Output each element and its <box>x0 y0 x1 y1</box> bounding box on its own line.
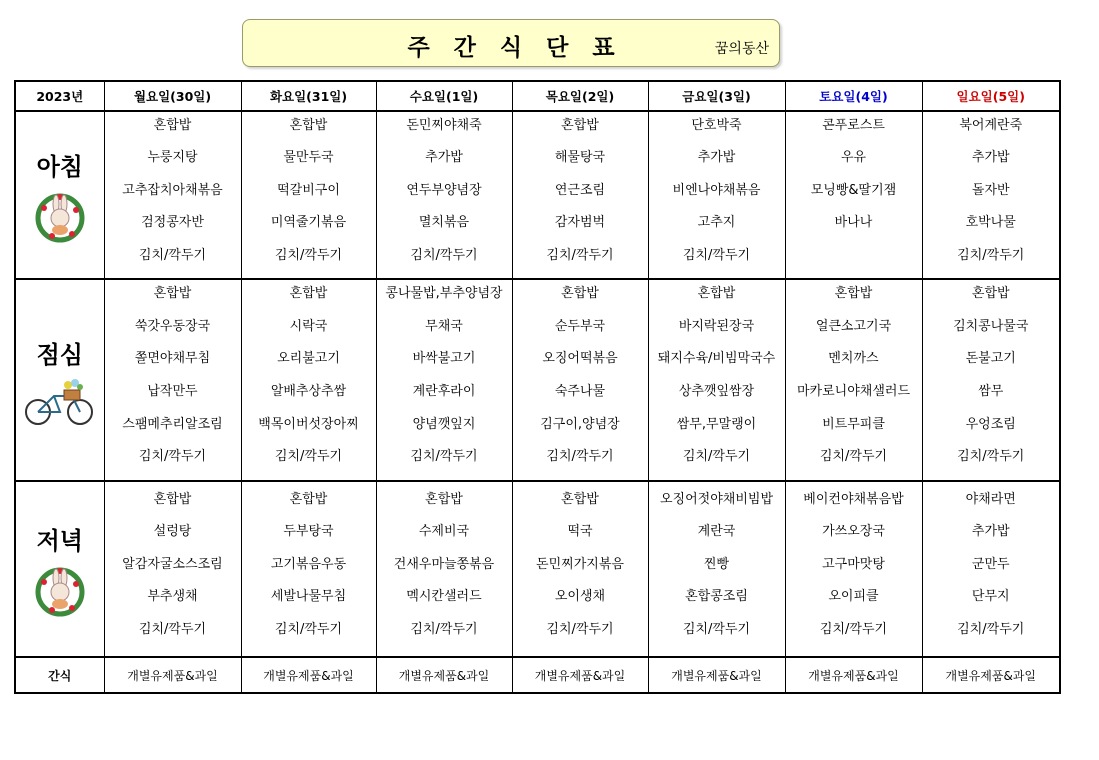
menu-item: 쌈무,무말랭이 <box>676 416 757 432</box>
menu-item: 혼합밥 <box>561 117 599 133</box>
facility-name: 꿈의동산 <box>714 41 769 57</box>
menu-item: 혼합밥 <box>153 286 192 302</box>
dinner-sun <box>922 481 1060 657</box>
year-header: 2023년 <box>15 81 104 111</box>
menu-item: 검정콩자반 <box>141 215 204 231</box>
menu-item: 김치/깍두기 <box>138 247 207 263</box>
menu-item: 쑥갓우동장국 <box>134 318 211 334</box>
menu-item: 가쓰오장국 <box>822 524 885 540</box>
menu-item: 돈불고기 <box>965 351 1016 367</box>
menu-item: 김치/깍두기 <box>682 247 751 263</box>
menu-item: 누룽지탕 <box>147 150 198 166</box>
menu-item: 김치/깍두기 <box>410 247 478 263</box>
menu-item: 멸치볶음 <box>418 215 470 231</box>
menu-item: 떡국 <box>567 524 593 540</box>
bunny-wreath-icon <box>32 562 88 618</box>
menu-item: 돈민찌야채죽 <box>406 117 482 133</box>
menu-item: 북어계란죽 <box>959 117 1023 133</box>
menu-item: 세발나물무침 <box>270 589 347 605</box>
dinner-row <box>15 481 1060 657</box>
breakfast-row <box>15 111 1060 279</box>
menu-item: 혼합밥 <box>289 286 328 302</box>
menu-item: 오리불고기 <box>277 351 340 367</box>
breakfast-sat <box>785 111 922 279</box>
dinner-thu <box>512 481 648 657</box>
menu-item: 군만두 <box>971 556 1010 572</box>
weekly-menu-table <box>14 80 1061 694</box>
snack-sat: 개별유제품&과일 <box>785 657 922 693</box>
dinner-mon <box>104 481 241 657</box>
menu-item: 혼합밥 <box>971 286 1010 302</box>
menu-item: 모닝빵&딸기잼 <box>810 182 897 198</box>
menu-item: 김치/깍두기 <box>819 449 888 465</box>
menu-item <box>786 244 922 277</box>
menu-item: 김치/깍두기 <box>546 621 614 637</box>
menu-item: 김치/깍두기 <box>274 247 343 263</box>
menu-item: 김구이,양념장 <box>540 416 620 432</box>
dinner-label: 저녁 <box>36 526 83 555</box>
menu-item: 상추깻잎쌈장 <box>678 384 755 399</box>
menu-item: 베이컨야채볶음밥 <box>803 491 904 507</box>
lunch-thu <box>512 279 648 481</box>
menu-item: 혼합밥 <box>561 286 599 302</box>
breakfast-mon <box>104 111 241 279</box>
dinner-tue <box>241 481 376 657</box>
snack-thu: 개별유제품&과일 <box>512 657 648 693</box>
day-header-tue: 화요일(31일) <box>241 81 376 111</box>
menu-item: 혼합콩조림 <box>685 589 748 605</box>
menu-item: 혼합밥 <box>834 286 873 302</box>
lunch-mon <box>104 279 241 481</box>
snack-tue: 개별유제품&과일 <box>241 657 376 693</box>
breakfast-sun <box>922 111 1060 279</box>
menu-item: 고추잡치아채볶음 <box>122 182 223 198</box>
lunch-sun <box>922 279 1060 481</box>
lunch-sat <box>785 279 922 481</box>
menu-item: 혼합밥 <box>153 117 192 133</box>
breakfast-wed <box>376 111 512 279</box>
menu-item: 숙주나물 <box>554 384 606 399</box>
menu-item: 우유 <box>840 150 867 166</box>
menu-item: 김치/깍두기 <box>410 621 478 637</box>
menu-item: 시락국 <box>289 318 328 334</box>
menu-item: 고구마맛탕 <box>822 556 885 572</box>
menu-item: 바나나 <box>834 215 873 231</box>
menu-item: 감자범벅 <box>554 215 606 231</box>
bunny-wreath-icon <box>32 188 88 244</box>
day-header-wed: 수요일(1일) <box>376 81 512 111</box>
dinner-wed <box>376 481 512 657</box>
menu-item: 연두부양념장 <box>406 182 482 198</box>
menu-item: 계란후라이 <box>412 384 476 399</box>
menu-item: 돼지수육/비빔막국수 <box>657 351 776 367</box>
snack-fri: 개별유제품&과일 <box>648 657 785 693</box>
menu-item: 돈민찌가지볶음 <box>536 556 624 572</box>
day-header-fri: 금요일(3일) <box>648 81 785 111</box>
menu-item: 추가밥 <box>697 150 736 166</box>
menu-item: 해물탕국 <box>554 150 606 166</box>
menu-item: 김치/깍두기 <box>682 449 751 465</box>
menu-item: 추가밥 <box>425 150 463 166</box>
day-header-thu: 목요일(2일) <box>512 81 648 111</box>
menu-item: 단무지 <box>971 589 1010 605</box>
title-box <box>242 19 780 67</box>
menu-item: 무채국 <box>425 318 463 334</box>
menu-item: 쫄면야채무침 <box>134 351 211 367</box>
menu-item: 수제비국 <box>418 524 470 540</box>
menu-item: 알배추상추쌈 <box>270 384 347 399</box>
dinner-sat <box>785 481 922 657</box>
menu-item: 김치/깍두기 <box>819 621 888 637</box>
menu-item: 마카로니야채샐러드 <box>796 384 911 399</box>
menu-item: 김치/깍두기 <box>957 247 1025 263</box>
lunch-fri <box>648 279 785 481</box>
menu-item: 추가밥 <box>971 150 1010 166</box>
menu-item: 김치/깍두기 <box>546 449 614 465</box>
menu-item: 설렁탕 <box>153 524 192 540</box>
menu-item: 김치/깍두기 <box>274 449 343 465</box>
dinner-fri <box>648 481 785 657</box>
menu-item: 바싹불고기 <box>412 351 476 367</box>
lunch-label-cell <box>15 279 104 481</box>
menu-item: 김치/깍두기 <box>410 449 478 465</box>
menu-item: 돌자반 <box>971 182 1010 198</box>
snack-wed: 개별유제품&과일 <box>376 657 512 693</box>
menu-item: 김치/깍두기 <box>138 621 207 637</box>
menu-item: 고기볶음우동 <box>270 556 347 572</box>
menu-item: 김치콩나물국 <box>953 318 1029 334</box>
menu-item: 순두부국 <box>554 318 606 334</box>
menu-item: 야채라면 <box>965 491 1016 507</box>
lunch-tue <box>241 279 376 481</box>
menu-item: 콩나물밥,부추양념장 <box>385 286 503 302</box>
snack-label: 간식 <box>15 657 104 693</box>
menu-item: 멘치까스 <box>828 351 879 367</box>
dinner-label-cell <box>15 481 104 657</box>
menu-item: 김치/깍두기 <box>138 449 207 465</box>
menu-item: 오징어떡볶음 <box>542 351 618 367</box>
menu-item: 미역줄기볶음 <box>270 215 347 231</box>
breakfast-tue <box>241 111 376 279</box>
page-title: 주간식단표 <box>407 35 639 61</box>
menu-item: 계란국 <box>697 524 736 540</box>
menu-item: 혼합밥 <box>153 491 192 507</box>
day-header-sun: 일요일(5일) <box>922 81 1060 111</box>
menu-item: 얼큰소고기국 <box>815 318 892 334</box>
menu-item: 김치/깍두기 <box>274 621 343 637</box>
breakfast-label-cell <box>15 111 104 279</box>
menu-item: 알감자굴소스조림 <box>122 556 223 572</box>
menu-item: 오이생채 <box>554 589 606 605</box>
menu-item: 비엔나야채볶음 <box>672 182 761 198</box>
menu-item: 고추지 <box>697 215 736 231</box>
bicycle-flower-icon <box>24 376 96 426</box>
menu-item: 건새우마늘쫑볶음 <box>393 556 495 572</box>
menu-item: 양념깻잎지 <box>412 416 476 432</box>
menu-item: 떡갈비구이 <box>277 182 340 198</box>
menu-item: 비트무피클 <box>822 416 885 432</box>
day-header-sat: 토요일(4일) <box>785 81 922 111</box>
breakfast-thu <box>512 111 648 279</box>
menu-item: 우엉조림 <box>965 416 1016 432</box>
menu-item: 혼합밥 <box>697 286 736 302</box>
menu-item: 김치/깍두기 <box>682 621 751 637</box>
snack-sun: 개별유제품&과일 <box>922 657 1060 693</box>
snack-mon: 개별유제품&과일 <box>104 657 241 693</box>
menu-item: 혼합밥 <box>289 491 328 507</box>
menu-item: 김치/깍두기 <box>546 247 614 263</box>
menu-item: 추가밥 <box>971 524 1010 540</box>
menu-item: 오징어젓야채비빔밥 <box>659 491 774 507</box>
breakfast-fri <box>648 111 785 279</box>
menu-item: 부추생채 <box>147 589 198 605</box>
menu-item: 김치/깍두기 <box>957 621 1025 637</box>
menu-item: 찐빵 <box>703 556 730 572</box>
menu-item: 바지락된장국 <box>678 318 755 334</box>
menu-item: 두부탕국 <box>283 524 334 540</box>
menu-item: 혼합밥 <box>289 117 328 133</box>
menu-item: 혼합밥 <box>561 491 599 507</box>
menu-item: 멕시칸샐러드 <box>406 589 482 605</box>
menu-item: 물만두국 <box>283 150 334 166</box>
menu-item: 단호박죽 <box>691 117 742 133</box>
header-row <box>15 81 1060 111</box>
day-header-mon: 월요일(30일) <box>104 81 241 111</box>
menu-item: 오이피클 <box>828 589 879 605</box>
menu-item: 스팸메추리알조림 <box>122 416 223 432</box>
menu-item: 납작만두 <box>147 384 198 399</box>
snack-row <box>15 657 1060 693</box>
lunch-label: 점심 <box>36 340 83 369</box>
lunch-wed <box>376 279 512 481</box>
breakfast-label: 아침 <box>36 152 83 181</box>
menu-item: 혼합밥 <box>425 491 463 507</box>
menu-item: 쌈무 <box>978 384 1004 399</box>
menu-item: 김치/깍두기 <box>957 449 1025 465</box>
menu-item: 호박나물 <box>965 215 1016 231</box>
menu-item: 콘푸로스트 <box>822 117 885 133</box>
lunch-row <box>15 279 1060 481</box>
menu-item: 백목이버섯장아찌 <box>258 416 359 432</box>
menu-item: 연근조림 <box>554 182 606 198</box>
